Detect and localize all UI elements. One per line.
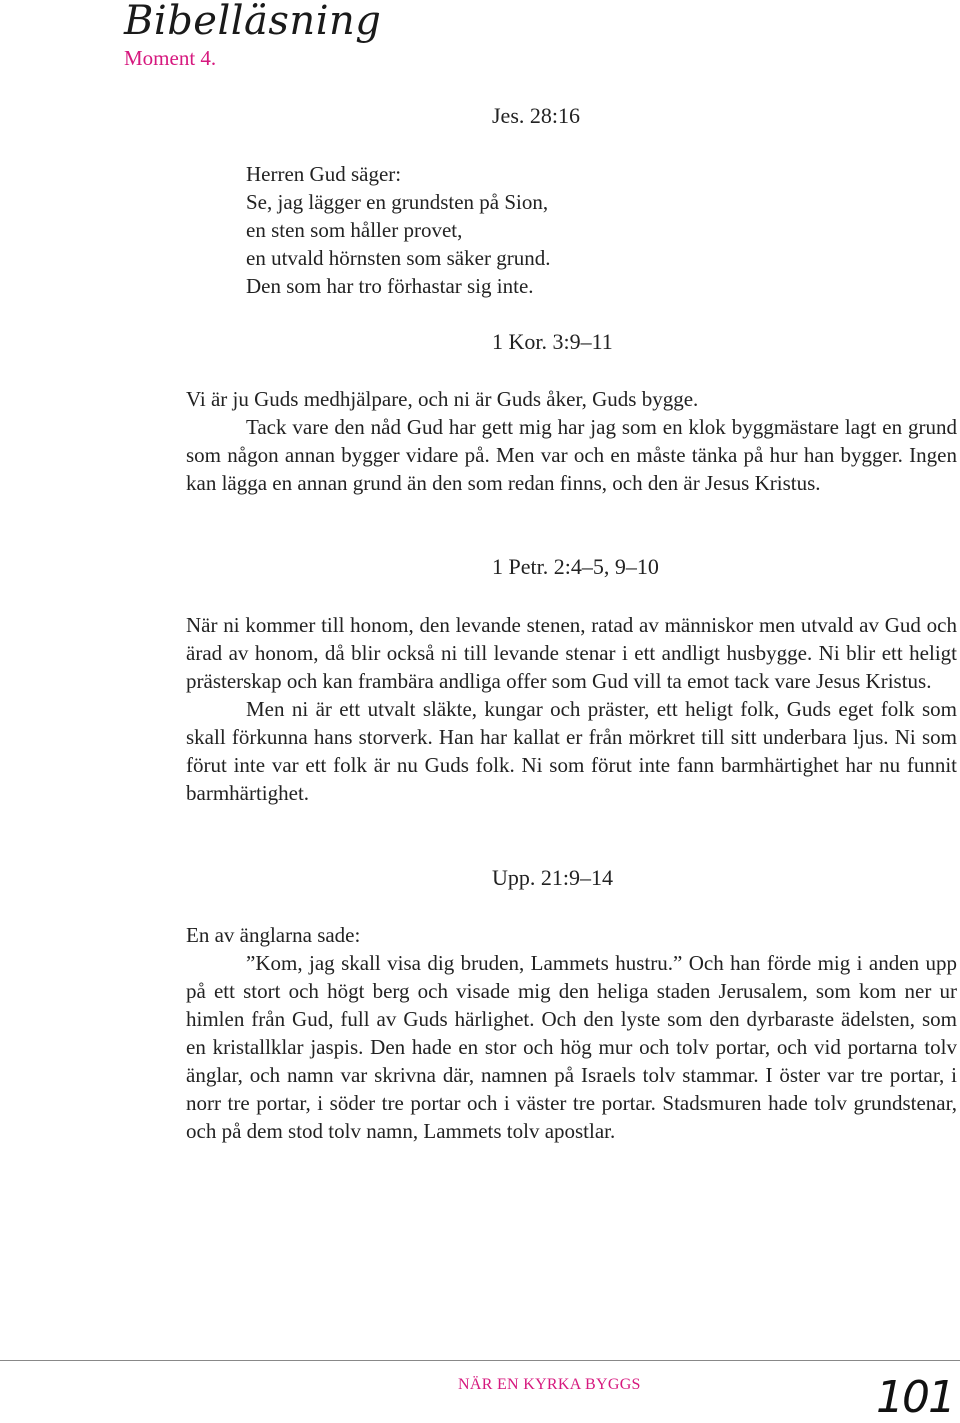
section-subtitle: Moment 4.: [124, 46, 217, 70]
footer-divider: [0, 1360, 960, 1361]
scripture-passage: [186, 385, 957, 497]
passage-paragraph: När ni kommer till honom, den levande stenen, ratad av människor men utvald av Gud och ärad av honom, då blir också ni till levande stenar i ett andligt husbygge. Ni blir ett heligt prästerskap och kan frambära andliga offer som Gud vill ta emot tack vare Jesus Kristus.: [186, 613, 957, 693]
poem-line: en utvald hörnsten som säker grund.: [246, 246, 551, 270]
poem-line: Herren Gud säger:: [246, 162, 402, 186]
passage-paragraph: Men ni är ett utvalt släkte, kungar och präster, ett heligt folk, Guds eget folk som skall förkunna hans storverk. Han har kallat er från mörkret till sitt underbara ljus. Ni som förut inte var ett folk är nu Guds folk. Ni som förut inte fann barmhärtighet har nu funnit barmhärtighet.: [186, 697, 957, 805]
poem-line: en sten som håller provet,: [246, 218, 463, 242]
scripture-poem: [246, 160, 746, 300]
scripture-passage: [186, 921, 957, 1145]
scripture-reference: 1 Petr. 2:4–5, 9–10: [492, 554, 659, 579]
scripture-reference: 1 Kor. 3:9–11: [492, 329, 613, 354]
poem-line: Den som har tro förhastar sig inte.: [246, 274, 534, 298]
passage-paragraph: En av änglarna sade:: [186, 923, 361, 947]
page-title: Bibelläsning: [124, 0, 382, 44]
scripture-reference: Jes. 28:16: [492, 103, 580, 128]
passage-paragraph: Vi är ju Guds medhjälpare, och ni är Guds åker, Guds bygge.: [186, 387, 699, 411]
footer-brand: NÄR EN KYRKA BYGGS: [458, 1376, 641, 1393]
page-number: 101: [876, 1372, 954, 1423]
passage-paragraph: Tack vare den nåd Gud har gett mig har jag som en klok byggmästare lagt en grund som någon annan bygger vidare på. Men var och en måste tänka på hur han bygger. Ingen kan lägga en annan grund än den som redan finns, och den är Jesus Kristus.: [186, 415, 957, 495]
scripture-reference: Upp. 21:9–14: [492, 865, 613, 890]
scripture-passage: [186, 611, 957, 807]
poem-line: Se, jag lägger en grundsten på Sion,: [246, 190, 549, 214]
passage-paragraph: ”Kom, jag skall visa dig bruden, Lammets hustru.” Och han förde mig i anden upp på ett stort och högt berg och visade mig den heliga staden Jerusalem, som kom ner ur himlen från Gud, full av Guds härlighet. Och den lyste som den dyrbaraste ädelsten, som en kristallklar jaspis. Den hade en stor och hög mur och tolv portar, och vid portarna tolv änglar, och namn var skrivna där, namnen på Israels tolv stammar. I öster var tre portar, i norr tre portar, i söder tre portar och i väster tre portar. Stadsmuren hade tolv grundstenar, och på dem stod tolv namn, Lammets tolv apostlar.: [186, 951, 957, 1143]
